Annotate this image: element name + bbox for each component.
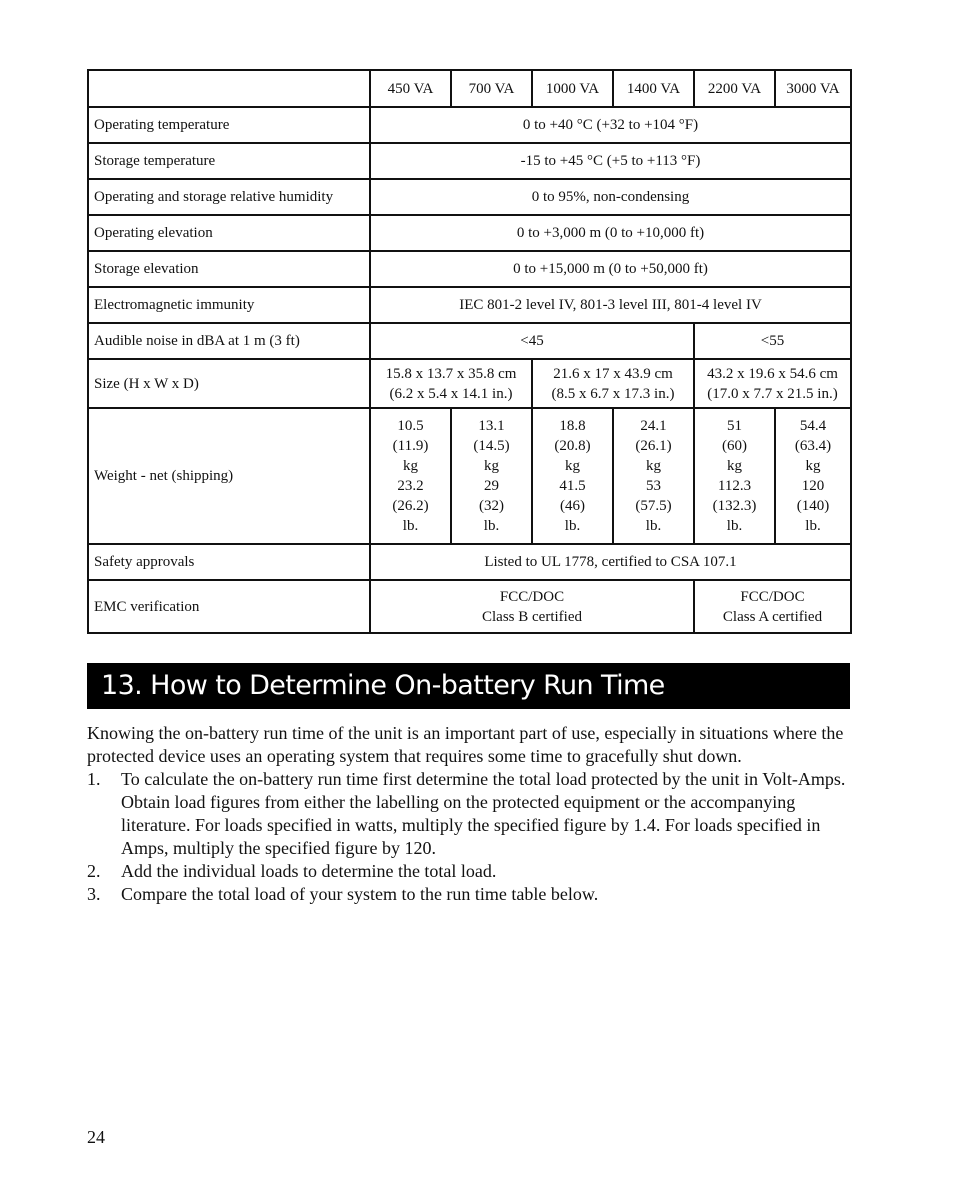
emi-label: Electromagnetic immunity: [88, 287, 370, 323]
table-row: [88, 359, 851, 408]
weight-kg: 54.4: [799, 418, 827, 434]
specifications-table: [87, 69, 852, 634]
list-item: [87, 883, 850, 906]
weight-lb: 112.3: [717, 478, 752, 494]
humidity-value: 0 to 95%, non-condensing: [370, 179, 851, 215]
weight-lb: 23.2: [397, 478, 424, 494]
weight-lb-unit: lb.: [726, 518, 743, 534]
operating-temperature-label: Operating temperature: [88, 107, 370, 143]
weight-lb-unit: lb.: [805, 518, 821, 534]
weight-kg-shipping: (60): [722, 438, 747, 454]
intro-paragraph: Knowing the on-battery run time of the unit is an important part of use, especially in situations where the protected device uses an operating system that requires some time to gracefully shut down.: [87, 723, 844, 766]
emi-value: IEC 801-2 level IV, 801-3 level III, 801-4 level IV: [370, 287, 851, 323]
emc-value-small: [370, 580, 694, 633]
emc-standard: FCC/DOC: [499, 588, 565, 605]
size-cm: 15.8 x 13.7 x 35.8 cm: [385, 365, 517, 382]
size-cm: 21.6 x 17 x 43.9 cm: [553, 365, 673, 382]
emc-class: Class A certified: [722, 608, 823, 625]
weight-kg-shipping: (20.8): [554, 438, 591, 454]
table-row: [88, 323, 851, 359]
weight-lb-unit: lb.: [564, 518, 581, 534]
step-text: To calculate the on-battery run time first determine the total load protected by the unit in Volt-Amps. Obtain load figures from either the labelling on the protected equipment or the accompanying literature. For loads specified in watts, multiply the specified figure by 1.4. For loads specified in Amps, multiply the specified figure by 120.: [121, 769, 846, 858]
emc-standard: FCC/DOC: [740, 588, 805, 605]
weight-value-450va: [370, 408, 451, 544]
list-item: [87, 860, 850, 883]
weight-value-700va: [451, 408, 532, 544]
weight-kg-unit: kg: [403, 458, 418, 474]
safety-value: Listed to UL 1778, certified to CSA 107.1: [370, 544, 851, 580]
header-1400va: 1400 VA: [613, 70, 694, 107]
header-blank-cell: [88, 70, 370, 107]
table-row: [88, 179, 851, 215]
weight-lb-unit: lb.: [402, 518, 419, 534]
table-row: [88, 580, 851, 633]
safety-label: Safety approvals: [88, 544, 370, 580]
weight-value-2200va: [694, 408, 775, 544]
noise-value-small: <45: [370, 323, 694, 359]
step-text: Add the individual loads to determine the total load.: [121, 861, 497, 881]
header-450va: 450 VA: [370, 70, 451, 107]
table-row: [88, 251, 851, 287]
weight-kg-shipping: (63.4): [794, 438, 832, 454]
step-number: 1.: [87, 769, 101, 789]
list-item: [87, 768, 850, 860]
weight-kg: 51: [727, 418, 742, 434]
weight-value-1000va: [532, 408, 613, 544]
weight-kg-shipping: (11.9): [392, 438, 429, 454]
weight-kg-shipping: (26.1): [635, 438, 672, 454]
weight-lb-shipping: (32): [479, 498, 504, 514]
table-row: [88, 544, 851, 580]
weight-lb-shipping: (132.3): [712, 498, 757, 514]
size-cm: 43.2 x 19.6 x 54.6 cm: [707, 365, 838, 382]
weight-kg: 18.8: [559, 418, 586, 434]
weight-kg-unit: kg: [565, 458, 580, 474]
table-row: [88, 215, 851, 251]
storage-temperature-value: -15 to +45 °C (+5 to +113 °F): [370, 143, 851, 179]
storage-temperature-label: Storage temperature: [88, 143, 370, 179]
header-3000va: 3000 VA: [775, 70, 851, 107]
weight-kg-unit: kg: [805, 458, 821, 474]
weight-lb: 29: [484, 478, 499, 494]
header-2200va: 2200 VA: [694, 70, 775, 107]
table-row: [88, 107, 851, 143]
weight-kg-unit: kg: [484, 458, 499, 474]
size-in: (8.5 x 6.7 x 17.3 in.): [551, 385, 675, 402]
header-700va: 700 VA: [451, 70, 532, 107]
weight-kg: 24.1: [640, 418, 667, 434]
page-number: 24: [87, 1127, 105, 1147]
storage-elevation-label: Storage elevation: [88, 251, 370, 287]
emc-class: Class B certified: [482, 608, 582, 625]
weight-label: Weight - net (shipping): [88, 408, 370, 544]
noise-label: Audible noise in dBA at 1 m (3 ft): [88, 323, 370, 359]
humidity-label: Operating and storage relative humidity: [88, 179, 370, 215]
size-label: Size (H x W x D): [88, 359, 370, 408]
size-value-1: [370, 359, 532, 408]
weight-kg-unit: kg: [646, 458, 661, 474]
weight-lb: 120: [801, 478, 825, 494]
steps-list: [87, 768, 850, 906]
weight-value-3000va: [775, 408, 851, 544]
header-1000va: 1000 VA: [532, 70, 613, 107]
size-value-3: [694, 359, 851, 408]
weight-kg-unit: kg: [727, 458, 742, 474]
emc-label: EMC verification: [88, 580, 370, 633]
size-value-2: [532, 359, 694, 408]
noise-value-large: <55: [694, 323, 851, 359]
storage-elevation-value: 0 to +15,000 m (0 to +50,000 ft): [370, 251, 851, 287]
table-row: [88, 143, 851, 179]
weight-lb-shipping: (140): [796, 498, 830, 514]
header-row: [88, 70, 851, 107]
section-body: [87, 722, 850, 906]
table-row: [88, 408, 851, 544]
weight-lb: 41.5: [559, 478, 586, 494]
section-heading: 13. How to Determine On-battery Run Time: [87, 663, 850, 709]
weight-lb-shipping: (46): [560, 498, 585, 514]
size-in: (6.2 x 5.4 x 14.1 in.): [389, 385, 513, 402]
operating-elevation-value: 0 to +3,000 m (0 to +10,000 ft): [370, 215, 851, 251]
weight-lb-unit: lb.: [483, 518, 500, 534]
weight-lb-shipping: (57.5): [635, 498, 672, 514]
weight-kg: 13.1: [478, 418, 505, 434]
weight-kg: 10.5: [397, 418, 424, 434]
weight-lb-unit: lb.: [645, 518, 662, 534]
weight-lb: 53: [646, 478, 661, 494]
operating-temperature-value: 0 to +40 °C (+32 to +104 °F): [370, 107, 851, 143]
size-in: (17.0 x 7.7 x 21.5 in.): [707, 385, 838, 402]
weight-lb-shipping: (26.2): [392, 498, 429, 514]
step-number: 2.: [87, 861, 101, 881]
emc-value-large: [694, 580, 851, 633]
weight-kg-shipping: (14.5): [473, 438, 510, 454]
step-text: Compare the total load of your system to the run time table below.: [121, 884, 599, 904]
weight-value-1400va: [613, 408, 694, 544]
table-row: [88, 287, 851, 323]
step-number: 3.: [87, 884, 101, 904]
operating-elevation-label: Operating elevation: [88, 215, 370, 251]
